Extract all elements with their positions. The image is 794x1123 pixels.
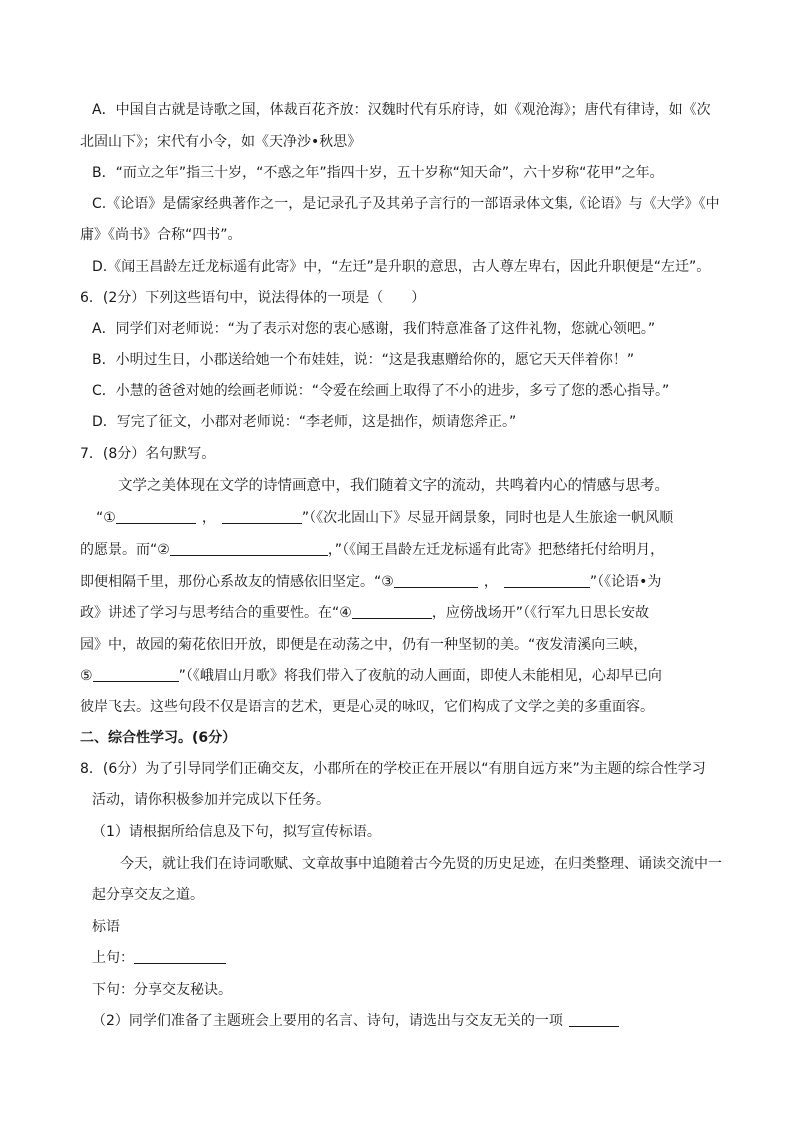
- q7-passage-line2: [80, 540, 664, 560]
- q8-item-2-blank[interactable]: [569, 1012, 619, 1027]
- q6-stem: 6．(2分）下列这些语句中，说法得体的一项是（ ）: [80, 290, 426, 306]
- q5-option-a-line2: 北固山下》；宋代有小令，如《天净沙•秋思》: [80, 134, 362, 150]
- q7-passage-line3: [80, 572, 661, 592]
- q5-option-d: D.《闻王昌龄左迁龙标遥有此寄》中，“左迁”是升职的意思，古人尊左卑右，因此升职便是“左迁”。: [92, 259, 711, 275]
- q8-stem-line2: 活动，请你积极参加并完成以下任务。: [92, 792, 330, 808]
- q8-stem-line1: 8．(6分）为了引导同学们正确交友，小郡所在的学校正在开展以“有朋自远方来”为主题的综合性学习: [80, 761, 706, 777]
- q8-item-1: （1）请根据所给信息及下句，拟写宣传标语。: [92, 824, 381, 840]
- q6-option-a: A．同学们对老师说：“为了表示对您的衷心感谢，我们特意准备了这件礼物，您就心领吧。”: [92, 321, 656, 337]
- slogan-upper-blank[interactable]: [134, 949, 226, 964]
- q5-option-b: B．“而立之年”指三十岁，“不惑之年”指四十岁，五十岁称“知天命”，六十岁称“花甲”之年。: [92, 165, 664, 181]
- q8-item-2-text: （2）同学们准备了主题班会上要用的名言、诗句，请选出与交友无关的一项: [92, 1013, 563, 1029]
- q7-text: ，: [483, 574, 498, 590]
- q6-option-c: C．小慧的爸爸对她的绘画老师说：“令爱在绘画上取得了不小的进步，多亏了您的悉心指导。”: [92, 383, 670, 399]
- q7-text: 即便相隔千里，那份心系故友的情感依旧坚定。“③: [80, 574, 394, 590]
- q7-passage-line5: 园》中，故园的菊花依旧开放，即便是在动荡之中，仍有一种坚韧的美。“夜发清溪向三峡，: [80, 637, 648, 653]
- q7-text: ，”（《闻王昌龄左迁龙标遥有此寄》把愁绪托付给明月，: [327, 542, 665, 558]
- q6-option-b: B．小明过生日，小郡送给她一个布娃娃，说：“这是我惠赠给你的，愿它天天伴着你！”: [92, 352, 635, 368]
- q7-text: ”（《峨眉山月歌》将我们带入了夜航的动人画面，即使人未能相见，心却早已向: [178, 668, 662, 684]
- q7-text: ，: [201, 510, 216, 526]
- q7-text: ⑤: [80, 668, 93, 684]
- blank-4[interactable]: [352, 604, 432, 619]
- q7-passage-line6: [80, 666, 662, 686]
- q8-item-2: [92, 1011, 619, 1031]
- blank-1b[interactable]: [222, 509, 302, 524]
- q7-text: ，应傍战场开”（《行军九日思长安故: [431, 605, 650, 621]
- blank-2[interactable]: [170, 541, 328, 556]
- blank-5[interactable]: [93, 667, 179, 682]
- q7-passage-line7: 彼岸飞去。这些句段不仅是语言的艺术，更是心灵的咏叹，它们构成了文学之美的多重面容。: [80, 699, 654, 715]
- slogan-lower-line: 下句：分享交友秘诀。: [92, 982, 232, 998]
- q7-text: ”（《次北固山下》尽显开阔景象，同时也是人生旅途一帆风顺: [301, 510, 674, 526]
- section-heading: 二、综合性学习。(6分）: [80, 730, 237, 746]
- q5-option-c-line1: C.《论语》是儒家经典著作之一，是记录孔子及其弟子言行的一部语录体文集,《论语》与《大学》《中: [92, 196, 720, 212]
- q7-passage-line4: [80, 603, 649, 623]
- q7-text: ”（《论语•为: [589, 574, 662, 590]
- slogan-label: 标语: [92, 919, 120, 935]
- q5-option-c-line2: 庸》《尚书》合称“四书”。: [80, 227, 242, 243]
- q7-passage-line1: [96, 508, 673, 528]
- q8-material-line2: 起分享交友之道。: [92, 887, 204, 903]
- q6-option-d: D．写完了征文，小郡对老师说：“李老师，这是拙作，烦请您斧正。”: [92, 414, 517, 430]
- blank-1a[interactable]: [116, 509, 196, 524]
- q8-material-line1: 今天，就让我们在诗词歌赋、文章故事中追随着古今先贤的历史足迹，在归类整理、诵读交流中一: [120, 856, 722, 872]
- q7-text: 的愿景。而“②: [80, 542, 170, 558]
- slogan-upper-label: 上句：: [92, 950, 134, 966]
- q7-text: 政》讲述了学习与思考结合的重要性。在“④: [80, 605, 352, 621]
- q7-stem: 7．(8分）名句默写。: [80, 446, 216, 462]
- q5-option-a-line1: A．中国自古就是诗歌之国，体裁百花齐放：汉魏时代有乐府诗，如《观沧海》；唐代有律诗，如《次: [92, 102, 711, 118]
- slogan-upper-line: [92, 948, 226, 968]
- q7-passage-line0: 文学之美体现在文学的诗情画意中，我们随着文字的流动，共鸣着内心的情感与思考。: [118, 478, 669, 494]
- blank-3b[interactable]: [504, 573, 590, 588]
- blank-3a[interactable]: [394, 573, 478, 588]
- q7-text: “①: [96, 510, 116, 526]
